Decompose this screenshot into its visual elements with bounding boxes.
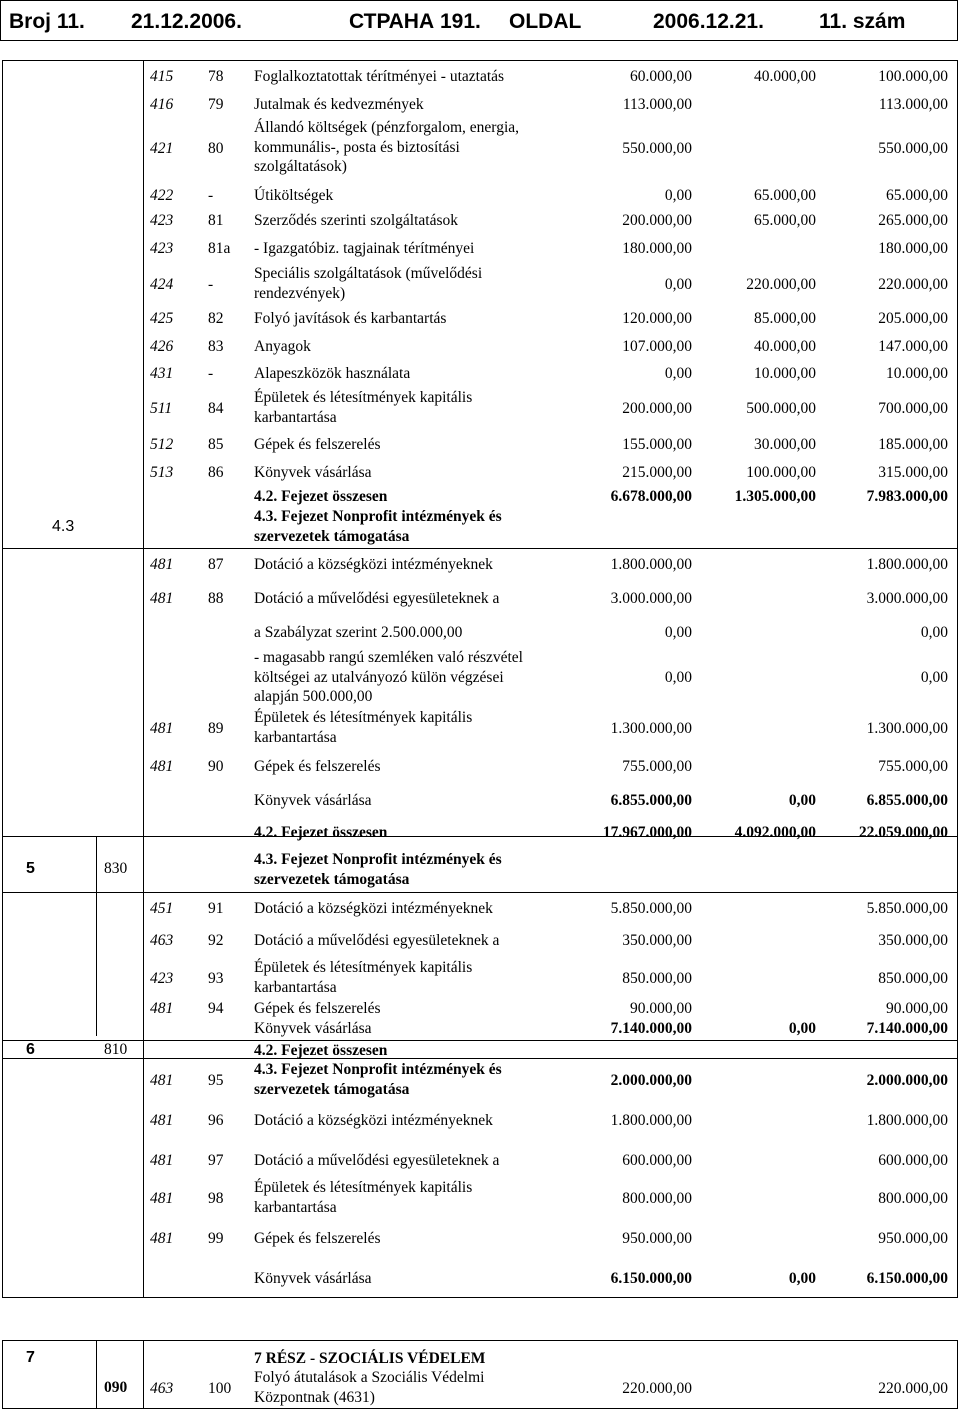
account-code: 481 xyxy=(150,1112,174,1129)
table-row xyxy=(0,462,960,482)
amount-total: 100.000,00 xyxy=(878,68,948,85)
account-code: 463 xyxy=(150,932,174,949)
amount-total: 205.000,00 xyxy=(878,310,948,327)
amount-budget: 215.000,00 xyxy=(622,464,692,481)
item-number: 78 xyxy=(208,68,224,85)
chapter-label-4-3: 4.3 xyxy=(52,518,75,535)
table-row xyxy=(0,998,960,1018)
item-number: 90 xyxy=(208,758,224,775)
amount-total: 755.000,00 xyxy=(878,758,948,775)
table-row xyxy=(0,184,960,206)
item-description: Anyagok xyxy=(254,338,311,355)
item-number: 86 xyxy=(208,464,224,481)
item-description: Dotáció a művelődési egyesületeknek a xyxy=(254,932,500,949)
amount-total: 700.000,00 xyxy=(878,400,948,417)
item-description: - magasabb rangú szemléken való részvétel xyxy=(254,649,523,666)
table-row xyxy=(0,434,960,454)
item-description: rendezvények) xyxy=(254,284,346,302)
account-code: 481 xyxy=(150,1072,174,1089)
table-row xyxy=(0,1268,960,1288)
amount-other: 30.000,00 xyxy=(754,436,816,453)
item-description: szervezetek támogatása xyxy=(254,527,410,545)
account-code: 512 xyxy=(150,436,174,453)
amount-budget: 17.967.000,00 xyxy=(602,824,692,841)
page-number-hu: OLDAL xyxy=(509,10,582,33)
amount-budget: 6.150.000,00 xyxy=(610,1270,692,1287)
account-code: 511 xyxy=(150,400,173,417)
table-row xyxy=(0,1040,960,1060)
amount-total: 147.000,00 xyxy=(878,338,948,355)
account-code: 415 xyxy=(150,68,174,85)
item-number: 91 xyxy=(208,900,224,917)
item-description: karbantartása xyxy=(254,408,337,426)
table-row xyxy=(0,238,960,258)
item-description: szervezetek támogatása xyxy=(254,870,410,888)
item-number: - xyxy=(208,365,214,382)
amount-budget: 7.140.000,00 xyxy=(610,1020,692,1037)
table-row xyxy=(0,388,960,428)
amount-budget: 6.678.000,00 xyxy=(610,488,692,505)
item-description: 4.3. Fejezet Nonprofit intézmények és xyxy=(254,508,502,525)
account-code: 451 xyxy=(150,900,174,917)
amount-total: 2.000.000,00 xyxy=(866,1072,948,1089)
amount-budget: 155.000,00 xyxy=(622,436,692,453)
table-row xyxy=(0,1018,960,1038)
item-description: Gépek és felszerelés xyxy=(254,436,381,453)
amount-budget: 850.000,00 xyxy=(622,970,692,987)
amount-total: 185.000,00 xyxy=(878,436,948,453)
amount-budget: 950.000,00 xyxy=(622,1230,692,1247)
item-number: - xyxy=(208,187,214,204)
page-number-sr: СТРАНА 191. xyxy=(349,10,481,33)
table-row xyxy=(0,822,960,842)
account-code: 423 xyxy=(150,240,174,257)
amount-total: 1.300.000,00 xyxy=(866,720,948,737)
rule-row-43 xyxy=(2,548,958,549)
amount-total: 220.000,00 xyxy=(878,1380,948,1397)
table-row xyxy=(0,756,960,776)
item-number: 94 xyxy=(208,1000,224,1017)
amount-total: 10.000,00 xyxy=(886,365,948,382)
table-row xyxy=(0,1348,960,1368)
item-description: Speciális szolgáltatások (művelődési xyxy=(254,265,483,282)
item-description: Dotáció a községközi intézményeknek xyxy=(254,556,493,573)
account-code: 426 xyxy=(150,338,174,355)
table-row xyxy=(0,930,960,950)
amount-budget: 3.000.000,00 xyxy=(610,590,692,607)
amount-budget: 180.000,00 xyxy=(622,240,692,257)
account-code: 424 xyxy=(150,276,174,293)
account-code: 425 xyxy=(150,310,174,327)
amount-budget: 60.000,00 xyxy=(630,68,692,85)
amount-budget: 0,00 xyxy=(664,365,692,382)
account-code: 422 xyxy=(150,187,174,204)
table-row xyxy=(0,958,960,998)
item-description: Dotáció a művelődési egyesületeknek a xyxy=(254,1152,500,1169)
table-row xyxy=(0,588,960,608)
account-code: 481 xyxy=(150,590,174,607)
item-description: költségei az utalványozó külön végzései xyxy=(254,668,504,686)
item-description: alapján 500.000,00 xyxy=(254,688,373,705)
amount-total: 6.150.000,00 xyxy=(866,1270,948,1287)
amount-other: 65.000,00 xyxy=(754,187,816,204)
amount-budget: 0,00 xyxy=(664,624,692,641)
item-description: Könyvek vásárlása xyxy=(254,464,372,481)
amount-total: 5.850.000,00 xyxy=(866,900,948,917)
amount-other: 0,00 xyxy=(788,1270,816,1287)
amount-budget: 113.000,00 xyxy=(622,96,692,113)
item-description: 4.2. Fejezet összesen xyxy=(254,1042,388,1059)
account-code: 481 xyxy=(150,1000,174,1017)
account-code: 481 xyxy=(150,720,174,737)
account-code: 463 xyxy=(150,1380,174,1397)
item-description: Jutalmak és kedvezmények xyxy=(254,96,424,113)
item-description: Könyvek vásárlása xyxy=(254,792,372,809)
table-row xyxy=(0,1150,960,1170)
item-number: 92 xyxy=(208,932,224,949)
amount-budget: 90.000,00 xyxy=(630,1000,692,1017)
item-number: 93 xyxy=(208,970,224,987)
table-row xyxy=(0,1228,960,1248)
item-number: 84 xyxy=(208,400,224,417)
amount-total: 180.000,00 xyxy=(878,240,948,257)
amount-other: 100.000,00 xyxy=(746,464,816,481)
amount-budget: 107.000,00 xyxy=(622,338,692,355)
item-description: a Szabályzat szerint 2.500.000,00 xyxy=(254,624,463,641)
amount-other: 65.000,00 xyxy=(754,212,816,229)
item-description: kommunális-, posta és biztosítási xyxy=(254,138,460,156)
function-code-830: 830 xyxy=(104,860,128,877)
amount-budget: 220.000,00 xyxy=(622,1380,692,1397)
amount-budget: 1.800.000,00 xyxy=(610,556,692,573)
amount-total: 3.000.000,00 xyxy=(866,590,948,607)
item-description: Foglalkoztatottak térítményei - utaztatás xyxy=(254,68,505,85)
table-row xyxy=(0,1368,960,1408)
issue-number-hu: 11. szám xyxy=(819,10,906,33)
amount-other: 10.000,00 xyxy=(754,365,816,382)
item-number: 95 xyxy=(208,1072,224,1089)
amount-total: 1.800.000,00 xyxy=(866,556,948,573)
section-label-6: 6 xyxy=(26,1041,35,1058)
item-description: 7 RÉSZ - SZOCIÁLIS VÉDELEM xyxy=(254,1350,486,1367)
item-number: 88 xyxy=(208,590,224,607)
item-description: Épületek és létesítmények kapitális xyxy=(254,709,473,726)
amount-other: 0,00 xyxy=(788,792,816,809)
item-description: szervezetek támogatása xyxy=(254,1080,410,1098)
amount-total: 7.140.000,00 xyxy=(866,1020,948,1037)
item-description: 4.2. Fejezet összesen xyxy=(254,824,388,841)
amount-total: 22.059.000,00 xyxy=(858,824,948,841)
item-number: 85 xyxy=(208,436,224,453)
table-row xyxy=(0,264,960,304)
account-code: 513 xyxy=(150,464,174,481)
issue-number: Broj 11. xyxy=(9,10,85,33)
amount-total: 315.000,00 xyxy=(878,464,948,481)
amount-budget: 800.000,00 xyxy=(622,1190,692,1207)
item-description: karbantartása xyxy=(254,1198,337,1216)
amount-budget: 1.300.000,00 xyxy=(610,720,692,737)
table-row xyxy=(0,1060,960,1100)
item-description: karbantartása xyxy=(254,978,337,996)
item-description: Gépek és felszerelés xyxy=(254,758,381,775)
amount-budget: 350.000,00 xyxy=(622,932,692,949)
table-row xyxy=(0,554,960,574)
table-row xyxy=(0,850,960,890)
item-description: Folyó javítások és karbantartás xyxy=(254,310,447,327)
section-label-7: 7 xyxy=(26,1349,35,1366)
amount-other: 85.000,00 xyxy=(754,310,816,327)
account-code: 481 xyxy=(150,1190,174,1207)
function-code-810: 810 xyxy=(104,1041,128,1058)
item-description: Szerződés szerinti szolgáltatások xyxy=(254,212,459,229)
account-code: 423 xyxy=(150,212,174,229)
amount-total: 265.000,00 xyxy=(878,212,948,229)
item-description: szolgáltatások) xyxy=(254,158,347,175)
amount-total: 850.000,00 xyxy=(878,970,948,987)
table-row xyxy=(0,308,960,328)
amount-total: 6.855.000,00 xyxy=(866,792,948,809)
item-description: Gépek és felszerelés xyxy=(254,1230,381,1247)
amount-budget: 200.000,00 xyxy=(622,400,692,417)
item-number: 100 xyxy=(208,1380,232,1397)
header-date-hu: 2006.12.21. xyxy=(653,10,764,33)
amount-total: 7.983.000,00 xyxy=(866,488,948,505)
page-header xyxy=(0,0,958,41)
account-code: 423 xyxy=(150,970,174,987)
item-number: 98 xyxy=(208,1190,224,1207)
amount-budget: 6.855.000,00 xyxy=(610,792,692,809)
item-description: Dotáció a községközi intézményeknek xyxy=(254,1112,493,1129)
item-number: 87 xyxy=(208,556,224,573)
item-description: Gépek és felszerelés xyxy=(254,1000,381,1017)
item-number: 89 xyxy=(208,720,224,737)
item-description: Alapeszközök használata xyxy=(254,365,411,382)
amount-total: 90.000,00 xyxy=(886,1000,948,1017)
item-description: Állandó költségek (pénzforgalom, energia, xyxy=(254,119,519,136)
item-number: 96 xyxy=(208,1112,224,1129)
table-row xyxy=(0,362,960,384)
item-number: 81 xyxy=(208,212,224,229)
item-description: 4.2. Fejezet összesen xyxy=(254,488,388,505)
table-row xyxy=(0,1110,960,1130)
account-code: 481 xyxy=(150,556,174,573)
amount-budget: 1.800.000,00 xyxy=(610,1112,692,1129)
amount-other: 4.092.000,00 xyxy=(734,824,816,841)
item-number: 81a xyxy=(208,240,231,257)
amount-total: 0,00 xyxy=(920,669,948,686)
item-description: Folyó átutalások a Szociális Védelmi xyxy=(254,1369,485,1386)
amount-total: 1.800.000,00 xyxy=(866,1112,948,1129)
amount-other: 40.000,00 xyxy=(754,338,816,355)
table-row xyxy=(0,898,960,918)
amount-other: 40.000,00 xyxy=(754,68,816,85)
item-number: 97 xyxy=(208,1152,224,1169)
table-row xyxy=(0,118,960,178)
amount-other: 1.305.000,00 xyxy=(734,488,816,505)
table-row xyxy=(0,336,960,356)
table-row xyxy=(0,790,960,810)
account-code: 481 xyxy=(150,758,174,775)
amount-total: 550.000,00 xyxy=(878,140,948,157)
account-code: 421 xyxy=(150,140,174,157)
section-label-5: 5 xyxy=(26,860,35,877)
amount-total: 950.000,00 xyxy=(878,1230,948,1247)
amount-total: 65.000,00 xyxy=(886,187,948,204)
table-row xyxy=(0,622,960,642)
item-number: 99 xyxy=(208,1230,224,1247)
function-code-090: 090 xyxy=(104,1379,128,1396)
header-date: 21.12.2006. xyxy=(131,10,242,33)
account-code: 416 xyxy=(150,96,174,113)
account-code: 431 xyxy=(150,365,174,382)
table-row xyxy=(0,210,960,230)
amount-budget: 0,00 xyxy=(664,669,692,686)
item-description: Épületek és létesítmények kapitális xyxy=(254,959,473,976)
amount-other: 0,00 xyxy=(788,1020,816,1037)
item-description: Útiköltségek xyxy=(254,187,334,204)
item-description: - Igazgatóbiz. tagjainak térítményei xyxy=(254,240,475,257)
amount-other: 500.000,00 xyxy=(746,400,816,417)
item-description: Könyvek vásárlása xyxy=(254,1270,372,1287)
amount-other: 220.000,00 xyxy=(746,276,816,293)
table-row xyxy=(0,66,960,86)
table-row xyxy=(0,708,960,748)
table-row xyxy=(0,507,960,547)
amount-budget: 0,00 xyxy=(664,187,692,204)
amount-total: 600.000,00 xyxy=(878,1152,948,1169)
item-number: 83 xyxy=(208,338,224,355)
table-row xyxy=(0,486,960,506)
account-code: 481 xyxy=(150,1152,174,1169)
item-description: Központnak (4631) xyxy=(254,1388,375,1406)
amount-total: 350.000,00 xyxy=(878,932,948,949)
amount-budget: 550.000,00 xyxy=(622,140,692,157)
item-number: 82 xyxy=(208,310,224,327)
item-description: Épületek és létesítmények kapitális xyxy=(254,1179,473,1196)
amount-total: 220.000,00 xyxy=(878,276,948,293)
item-description: Dotáció a művelődési egyesületeknek a xyxy=(254,590,500,607)
amount-budget: 0,00 xyxy=(664,276,692,293)
item-description: 4.3. Fejezet Nonprofit intézmények és xyxy=(254,851,502,868)
amount-budget: 120.000,00 xyxy=(622,310,692,327)
rule-row-5b xyxy=(2,892,958,893)
item-number: 79 xyxy=(208,96,224,113)
table-row xyxy=(0,1178,960,1218)
amount-budget: 755.000,00 xyxy=(622,758,692,775)
amount-total: 800.000,00 xyxy=(878,1190,948,1207)
table-row xyxy=(0,648,960,706)
account-code: 481 xyxy=(150,1230,174,1247)
amount-budget: 600.000,00 xyxy=(622,1152,692,1169)
item-description: 4.3. Fejezet Nonprofit intézmények és xyxy=(254,1061,502,1078)
amount-budget: 200.000,00 xyxy=(622,212,692,229)
amount-total: 0,00 xyxy=(920,624,948,641)
item-number: - xyxy=(208,276,214,293)
item-description: Könyvek vásárlása xyxy=(254,1020,372,1037)
amount-total: 113.000,00 xyxy=(878,96,948,113)
amount-budget: 5.850.000,00 xyxy=(610,900,692,917)
item-description: Épületek és létesítmények kapitális xyxy=(254,389,473,406)
amount-budget: 2.000.000,00 xyxy=(610,1072,692,1089)
item-number: 80 xyxy=(208,140,224,157)
item-description: Dotáció a községközi intézményeknek xyxy=(254,900,493,917)
table-row xyxy=(0,94,960,114)
item-description: karbantartása xyxy=(254,728,337,746)
